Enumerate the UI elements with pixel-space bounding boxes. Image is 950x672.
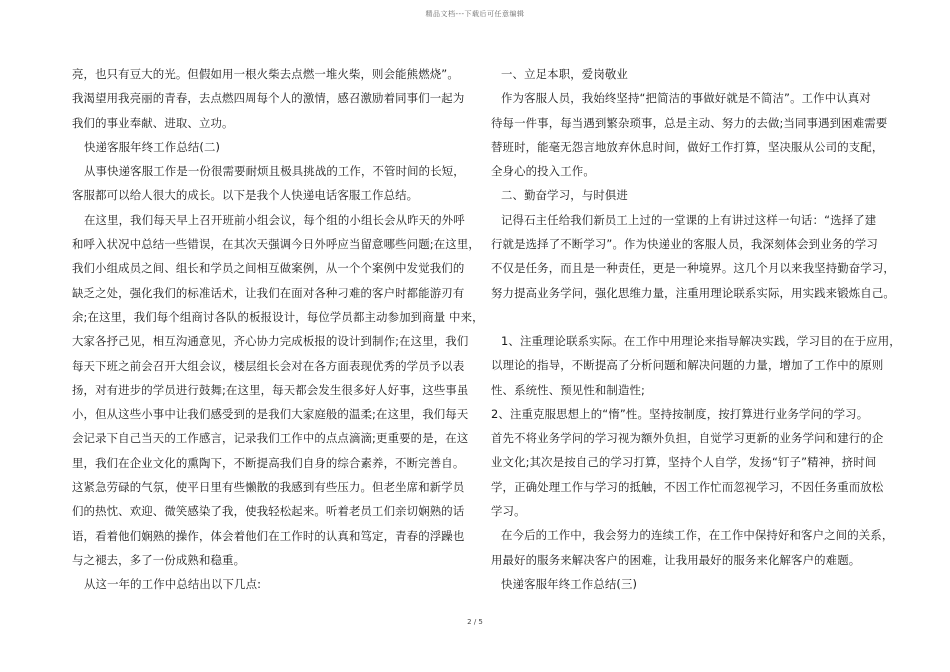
text-line: 替班时，能毫无怨言地放弃休息时间，做好工作打算，坚决服从公司的支配， — [491, 139, 884, 154]
left-column — [72, 62, 484, 597]
text-line: 每天下班之前会召开大组会议，楼层组长会对在各方面表现优秀的学员予以表 — [72, 358, 465, 373]
right-column — [491, 62, 901, 596]
text-line: 1、注重理论联系实际。在工作中用理论来指导解决实践，学习目的在于应用， — [501, 333, 901, 348]
text-line: 在这里，我们每天早上召开班前小组会议，每个组的小组长会从昨天的外呼 — [84, 212, 465, 227]
text-line: 这紧急劳碌的气氛，使平日里有些懒散的我感到有些压力。但老坐席和新学员 — [72, 480, 465, 495]
section-heading: 一、立足本职，爱岗敬业 — [501, 67, 628, 81]
text-line: 不仅是任务，而且是一种责任，更是一种境界。这几个月以来我坚持勤奋学习， — [491, 261, 895, 276]
text-line: 我渴望用我亮丽的青春，去点燃四周每个人的激情，感召激励着同事们一起为 — [72, 91, 465, 106]
text-line: 客服都可以给人很大的成长。以下是我个人快递电话客服工作总结。 — [72, 188, 419, 203]
text-line: 用最好的服务来解决客户的困难，让我用最好的服务来化解客户的难题。 — [491, 552, 861, 567]
text-line: 全身心的投入工作。 — [491, 164, 595, 179]
text-line: 与之褪去，多了一份成熟和稳重。 — [72, 552, 246, 567]
text-line: 里，我们在企业文化的熏陶下，不断提高我们自身的综合素养，不断完善自。 — [72, 455, 465, 470]
text-line: 小，但从这些小事中让我们感受到的是我们大家庭般的温柔;在这里，我们每天 — [72, 407, 469, 422]
section-heading: 二、勤奋学习，与时俱进 — [501, 188, 628, 203]
text-line: 待每一件事，每当遇到繁杂琐事，总是主动、努力的去做;当同事遇到困难需要 — [491, 115, 888, 130]
text-line: 和呼入状况中总结一些错误，在其次天强调今日外呼应当留意哪些问题;在这里， — [72, 237, 480, 252]
text-line: 亮，也只有豆大的光。但假如用一根火柴去点燃一堆火柴，则会能熊燃烧”。 — [72, 67, 459, 81]
section-heading: 快递客服年终工作总结(三) — [501, 576, 638, 591]
text-line: 扬，对有进步的学员进行鼓舞;在这里，每天都会发生很多好人好事，这些事虽 — [72, 382, 469, 397]
text-line: 语，看着他们娴熟的操作，体会着他们在工作时的认真和笃定，青春的浮躁也 — [72, 528, 465, 543]
text-line: 会记录下自己当天的工作感言，记录我们工作中的点点滴滴;更重要的是，在这 — [72, 431, 469, 446]
text-line: 首先不将业务学问的学习视为额外负担，自觉学习更新的业务学问和建行的企 — [491, 431, 884, 446]
page-number: 2 / 5 — [467, 618, 483, 626]
section-heading: 快递客服年终工作总结(二) — [84, 139, 221, 154]
text-line: 从这一年的工作中总结出以下几点: — [84, 577, 262, 592]
text-line: 我们的事业奉献、进取、立功。 — [72, 115, 234, 130]
text-line: 记得石主任给我们新员工上过的一堂课的上有讲过这样一句话：“选择了建 — [501, 212, 877, 227]
text-line: 以理论的指导，不断提高了分析问题和解决问题的力量，增加了工作中的原则 — [491, 358, 884, 373]
page-header: 精品文档---下载后可任意编辑 — [425, 10, 525, 18]
text-line: 性、系统性、预见性和制造性; — [491, 382, 646, 397]
text-line: 2、注重克服思想上的“惰”性。坚持按制度，按打算进行业务学问的学习。 — [491, 406, 869, 421]
text-line: 业文化;其次是按自己的学习打算，坚持个人自学，发扬“钉子”精神，挤时间 — [491, 455, 877, 470]
text-line: 们的热忱、欢迎、微笑感染了我，使我轻松起来。听着老员工们亲切娴熟的话 — [72, 504, 465, 519]
text-line: 缺乏之处，强化我们的标准话术，让我们在面对各种刁难的客户时都能游刃有 — [72, 285, 465, 300]
text-line: 努力提高业务学问，强化思维力量，注重用理论联系实际，用实践来锻炼自己。 — [491, 285, 895, 300]
text-line: 作为客服人员，我始终坚持“把简洁的事做好就是不简洁”。工作中认真对 — [501, 91, 871, 106]
text-line: 余;在这里，我们每个组商讨各队的板报设计，每位学员都主动参加到商量 中来， — [72, 309, 484, 324]
paragraph-gap — [491, 305, 889, 329]
text-line: 行就是选择了不断学习”。作为快递业的客服人员，我深刻体会到业务的学习 — [491, 237, 878, 252]
text-line: 学，正确处理工作与学习的抵触，不因工作忙而忽视学习，不因任务重而放松 — [491, 479, 884, 494]
text-line: 在今后的工作中，我会努力的连续工作，在工作中保持好和客户之间的关系， — [501, 528, 894, 543]
text-line: 从事快递客服工作是一份很需要耐烦且极具挑战的工作，不管时间的长短， — [84, 164, 465, 179]
text-line: 学习。 — [491, 504, 526, 519]
text-line: 大家各抒己见，相互沟通意见，齐心协力完成板报的设计到制作;在这里，我们 — [72, 334, 469, 349]
text-line: 我们小组成员之间、组长和学员之间相互做案例，从一个个案例中发觉我们的 — [72, 261, 465, 276]
